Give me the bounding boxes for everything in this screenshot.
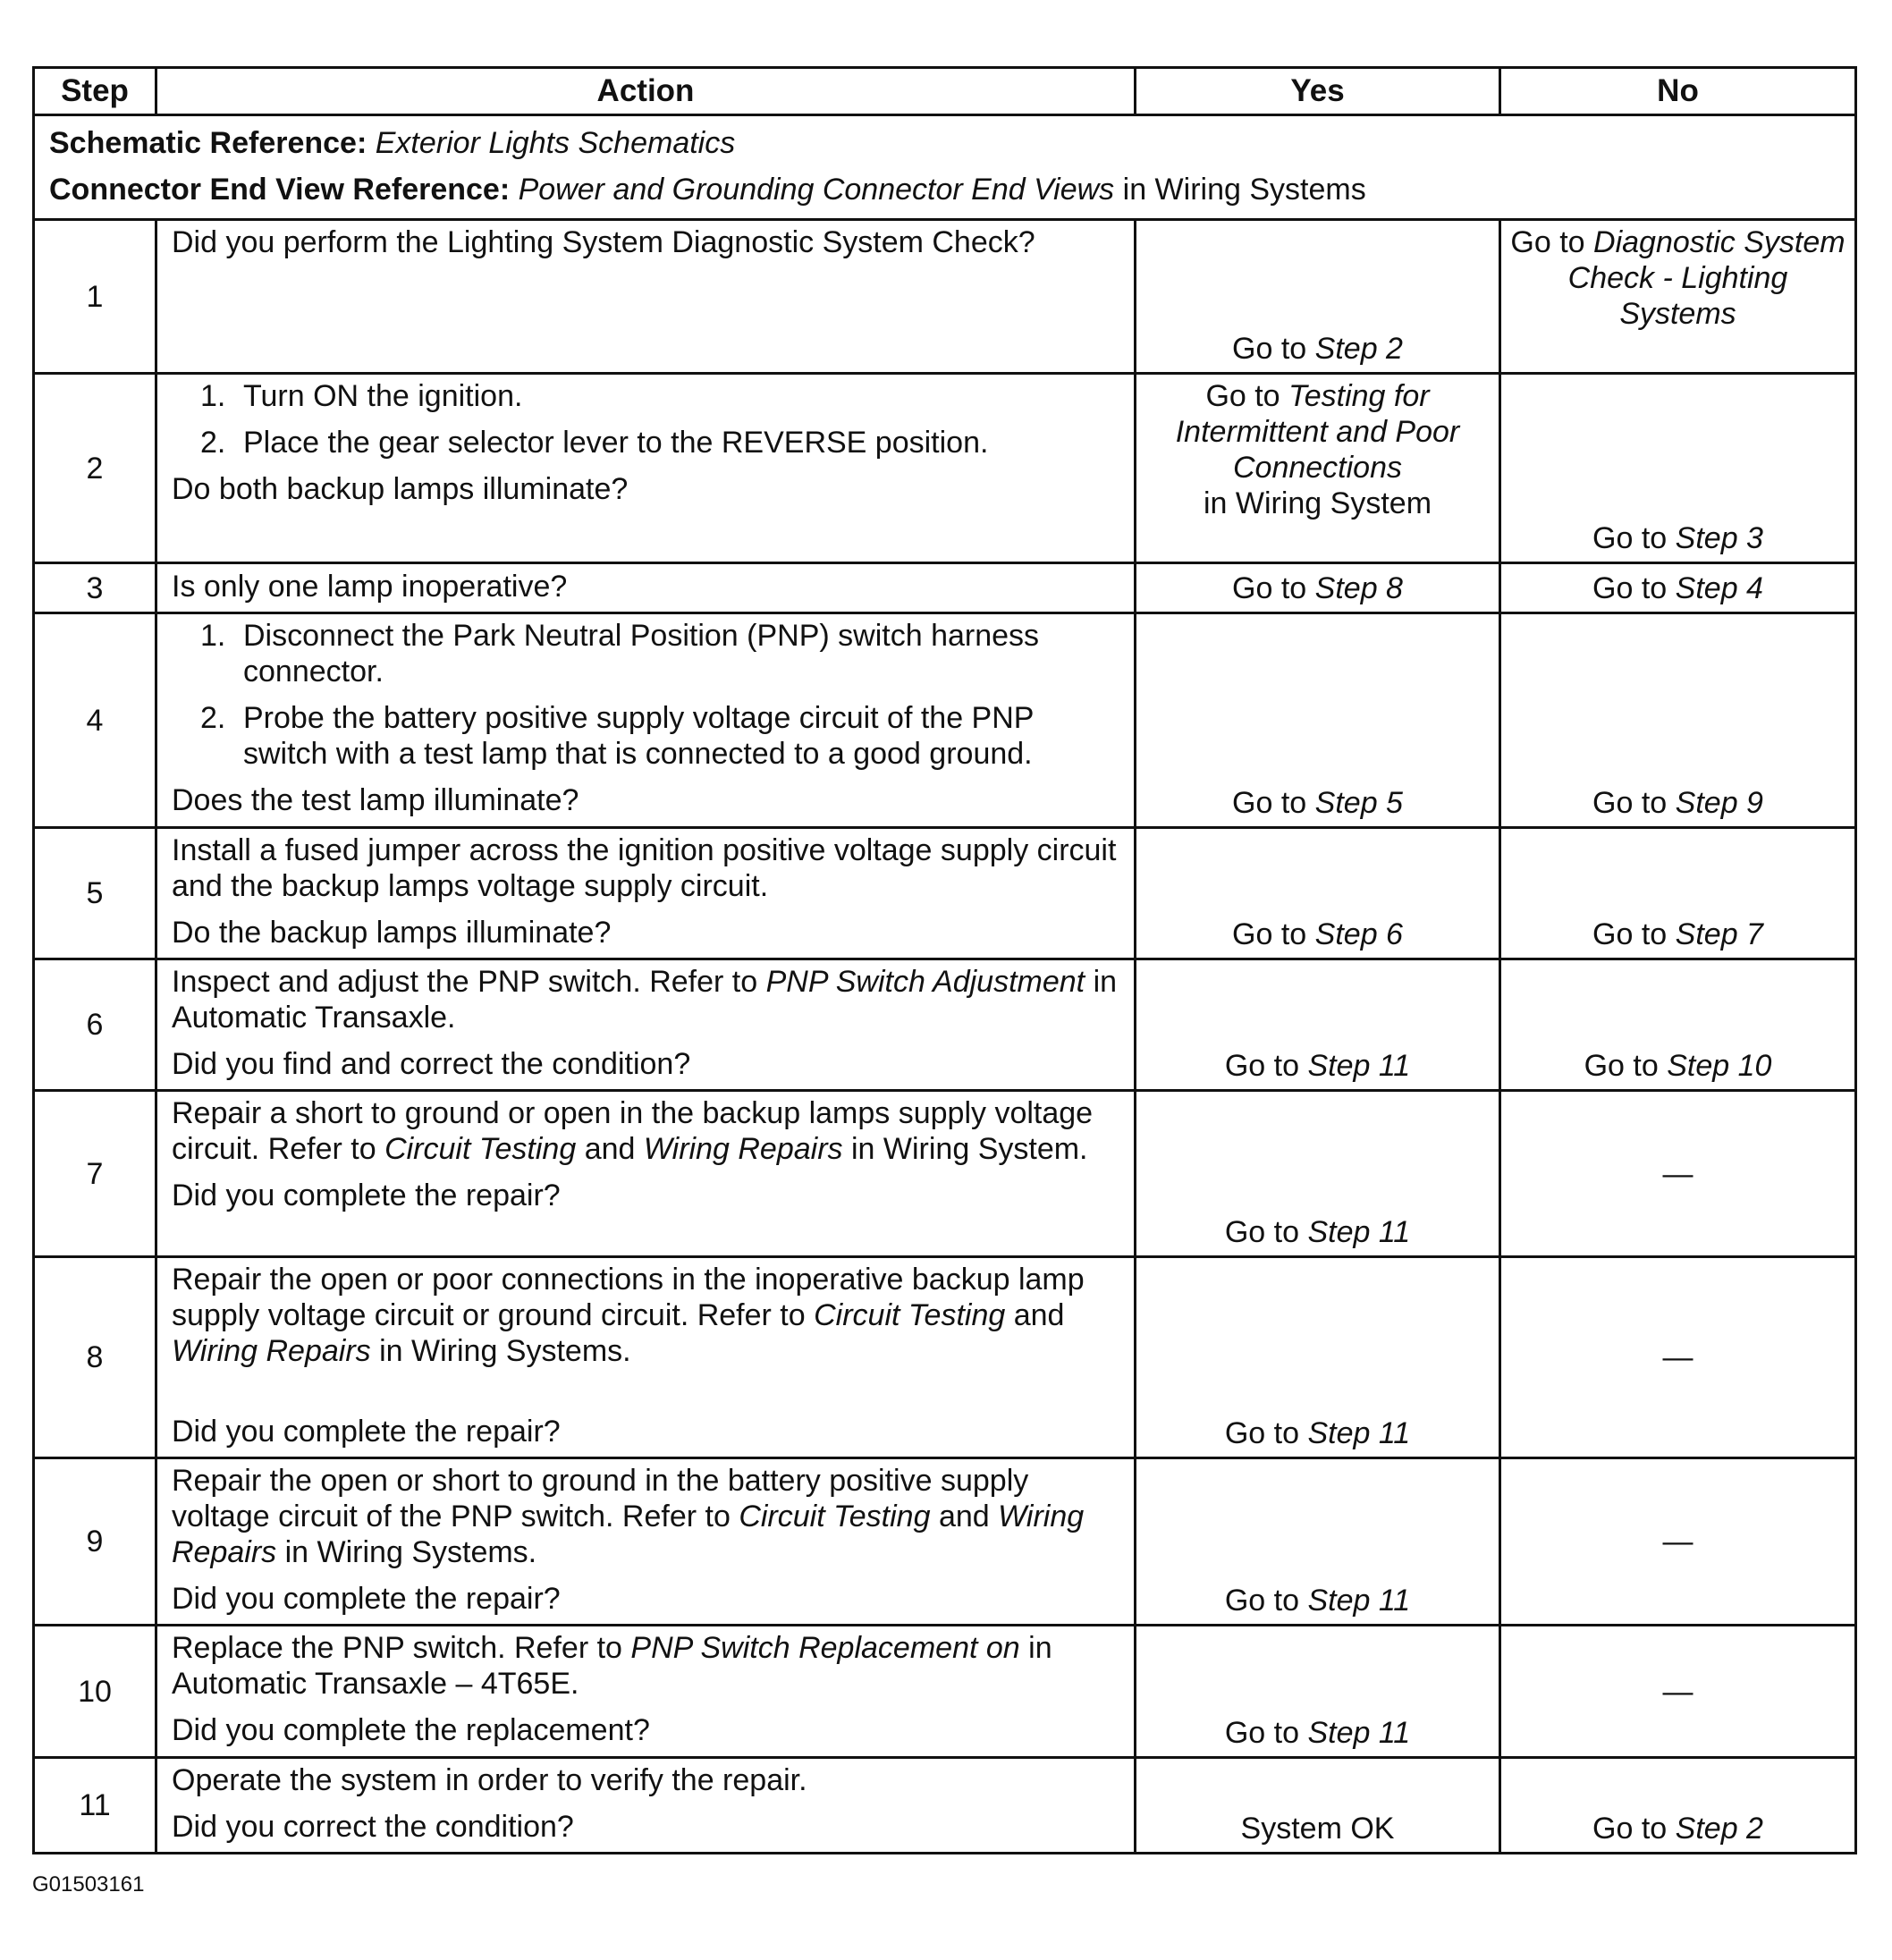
yes-prefix: Go to: [1232, 786, 1307, 820]
table-row: [34, 1257, 1856, 1458]
connector-reference-label: Connector End View Reference:: [49, 173, 511, 207]
table-row: [34, 563, 1856, 613]
no-cell: [1500, 1758, 1856, 1854]
yes-cell: [1136, 613, 1500, 828]
step-number: 8: [34, 1257, 156, 1458]
table-header-row: [34, 68, 1856, 115]
action-reference-link[interactable]: Circuit Testing: [384, 1132, 577, 1166]
no-step-link[interactable]: Step 2: [1675, 1812, 1763, 1846]
yes-step-link[interactable]: Step 11: [1307, 1049, 1411, 1083]
list-item: 2. Place the gear selector lever to the REVERSE position.: [200, 426, 989, 460]
yes-step-link[interactable]: Step 11: [1307, 1215, 1411, 1249]
no-cell: —: [1500, 1091, 1856, 1257]
no-cell: [1500, 828, 1856, 959]
table-row: [34, 220, 1856, 374]
figure-id: G01503161: [32, 1872, 145, 1897]
yes-prefix: Go to: [1232, 332, 1307, 366]
no-reference-link[interactable]: Diagnostic System Check - Lighting Systems: [1567, 225, 1846, 331]
action-text: Inspect and adjust the PNP switch. Refer to PNP Switch Adjustment in Automatic Transaxle.: [172, 965, 1118, 1035]
action-text: Operate the system in order to verify the repair.: [172, 1763, 807, 1797]
yes-cell: System OK: [1136, 1758, 1500, 1854]
yes-step-link[interactable]: Step 11: [1307, 1716, 1411, 1750]
yes-step-link[interactable]: Step 6: [1314, 917, 1403, 951]
action-text: Did you perform the Lighting System Diagnostic System Check?: [172, 225, 1035, 259]
action-question: Did you complete the repair?: [172, 1582, 561, 1616]
action-question: Did you complete the replacement?: [172, 1713, 650, 1747]
yes-prefix: Go to: [1224, 1215, 1300, 1249]
table-row: [34, 828, 1856, 959]
yes-prefix: Go to: [1232, 917, 1307, 951]
action-cell: [156, 1257, 1136, 1458]
table-row: [34, 613, 1856, 828]
no-step-link[interactable]: Step 10: [1667, 1049, 1772, 1083]
header-no: No: [1500, 68, 1856, 115]
reference-cell: [34, 115, 1856, 220]
no-prefix: Go to: [1592, 521, 1668, 555]
action-question: Did you find and correct the condition?: [172, 1047, 691, 1081]
list-item: 1. Disconnect the Park Neutral Position (PNP) switch harness connector.: [200, 619, 1040, 689]
no-prefix: Go to: [1584, 1049, 1659, 1083]
action-reference-link[interactable]: Wiring Repairs: [643, 1132, 843, 1166]
no-cell: [1500, 959, 1856, 1091]
step-number: 5: [34, 828, 156, 959]
header-step: Step: [34, 68, 156, 115]
action-text: Repair the open or short to ground in the battery positive supply voltage circuit of the PNP switch. Refer to Circuit Testing and Wiring Repairs in Wiring Systems.: [172, 1464, 1085, 1569]
action-cell: [156, 1758, 1136, 1854]
step-number: 10: [34, 1626, 156, 1758]
no-step-link[interactable]: Step 3: [1675, 521, 1763, 555]
no-cell: [1500, 563, 1856, 613]
action-reference-link[interactable]: Circuit Testing: [814, 1298, 1006, 1332]
header-action: Action: [156, 68, 1136, 115]
action-question: Did you correct the condition?: [172, 1810, 574, 1844]
action-reference-link[interactable]: Circuit Testing: [739, 1500, 931, 1533]
yes-cell: [1136, 959, 1500, 1091]
step-number: 7: [34, 1091, 156, 1257]
yes-prefix: Go to: [1224, 1716, 1300, 1750]
yes-prefix: Go to: [1224, 1049, 1300, 1083]
yes-cell: [1136, 1091, 1500, 1257]
action-text: Install a fused jumper across the ignition positive voltage supply circuit and the backup lamps voltage supply circuit.: [172, 833, 1117, 903]
header-yes: Yes: [1136, 68, 1500, 115]
table-row: [34, 1091, 1856, 1257]
yes-prefix: Go to: [1205, 379, 1280, 413]
action-reference-link[interactable]: PNP Switch Adjustment: [765, 965, 1085, 999]
action-list: [172, 378, 1125, 460]
yes-step-link[interactable]: Step 2: [1314, 332, 1403, 366]
action-cell: [156, 1091, 1136, 1257]
no-prefix: Go to: [1592, 917, 1668, 951]
action-reference-link[interactable]: Wiring Repairs: [172, 1334, 371, 1368]
action-text: Repair a short to ground or open in the backup lamps supply voltage circuit. Refer to Circuit Testing and Wiring Repairs in Wiring System.: [172, 1096, 1094, 1166]
yes-step-link[interactable]: Step 5: [1314, 786, 1403, 820]
yes-cell: [1136, 1458, 1500, 1626]
action-cell: [156, 828, 1136, 959]
yes-cell: [1136, 374, 1500, 563]
step-number: 9: [34, 1458, 156, 1626]
table-row: [34, 1458, 1856, 1626]
action-question: Do the backup lamps illuminate?: [172, 916, 612, 950]
yes-cell: [1136, 1626, 1500, 1758]
step-number: 4: [34, 613, 156, 828]
connector-reference: [49, 166, 1840, 213]
action-cell: [156, 563, 1136, 613]
action-cell: [156, 1626, 1136, 1758]
no-cell: —: [1500, 1626, 1856, 1758]
action-list: [172, 618, 1125, 772]
no-cell: [1500, 374, 1856, 563]
no-cell: [1500, 613, 1856, 828]
action-cell: [156, 374, 1136, 563]
no-prefix: Go to: [1510, 225, 1585, 259]
action-text: Replace the PNP switch. Refer to PNP Switch Replacement on in Automatic Transaxle – 4T65E.: [172, 1631, 1052, 1701]
diagnostic-table: [32, 66, 1857, 1854]
action-cell: [156, 959, 1136, 1091]
step-number: 11: [34, 1758, 156, 1854]
table-row: [34, 1758, 1856, 1854]
connector-reference-link[interactable]: Power and Grounding Connector End Views: [518, 173, 1115, 207]
yes-cell: [1136, 563, 1500, 613]
step-number: 1: [34, 220, 156, 374]
yes-prefix: Go to: [1232, 571, 1307, 605]
no-step-link[interactable]: Step 9: [1675, 786, 1763, 820]
yes-step-link[interactable]: Step 11: [1307, 1416, 1411, 1450]
action-cell: [156, 1458, 1136, 1626]
yes-step-link[interactable]: Step 11: [1307, 1584, 1411, 1618]
table-row: [34, 1626, 1856, 1758]
schematic-reference-link[interactable]: Exterior Lights Schematics: [375, 126, 736, 160]
table-row: [34, 959, 1856, 1091]
action-question: Do both backup lamps illuminate?: [172, 472, 629, 506]
schematic-reference-label: Schematic Reference:: [49, 126, 367, 160]
no-cell: [1500, 220, 1856, 374]
yes-cell: [1136, 1257, 1500, 1458]
action-question: Did you complete the repair?: [172, 1179, 561, 1212]
no-step-link[interactable]: Step 7: [1675, 917, 1763, 951]
no-cell: —: [1500, 1458, 1856, 1626]
no-step-link[interactable]: Step 4: [1675, 571, 1763, 605]
list-item: 2. Probe the battery positive supply voltage circuit of the PNP switch with a test lamp that is connected to a good ground.: [200, 701, 1034, 771]
action-text: Repair the open or poor connections in the inoperative backup lamp supply voltage circuit or ground circuit. Refer to Circuit Testing and Wiring Repairs in Wiring Systems.: [172, 1263, 1085, 1368]
step-number: 2: [34, 374, 156, 563]
list-item: 1. Turn ON the ignition.: [200, 379, 523, 413]
yes-cell: [1136, 828, 1500, 959]
action-cell: [156, 613, 1136, 828]
action-question: Did you complete the repair?: [172, 1415, 561, 1449]
action-reference-link[interactable]: PNP Switch Replacement on: [630, 1631, 1020, 1665]
yes-prefix: Go to: [1224, 1584, 1300, 1618]
action-reference-link[interactable]: Wiring Repairs: [172, 1500, 1085, 1569]
yes-reference-link[interactable]: Testing for Intermittent and Poor Connections: [1175, 379, 1460, 485]
schematic-reference: [49, 120, 1840, 166]
no-prefix: Go to: [1592, 786, 1668, 820]
table-row: [34, 374, 1856, 563]
action-cell: [156, 220, 1136, 374]
step-number: 3: [34, 563, 156, 613]
action-text: Is only one lamp inoperative?: [172, 569, 568, 604]
no-prefix: Go to: [1592, 1812, 1668, 1846]
yes-cell: [1136, 220, 1500, 374]
connector-reference-suffix: in Wiring Systems: [1122, 173, 1366, 207]
no-cell: —: [1500, 1257, 1856, 1458]
action-question: Does the test lamp illuminate?: [172, 783, 579, 817]
reference-row: [34, 115, 1856, 220]
yes-suffix: in Wiring System: [1203, 486, 1432, 520]
yes-prefix: Go to: [1224, 1416, 1300, 1450]
yes-step-link[interactable]: Step 8: [1314, 571, 1403, 605]
no-prefix: Go to: [1592, 571, 1668, 605]
step-number: 6: [34, 959, 156, 1091]
